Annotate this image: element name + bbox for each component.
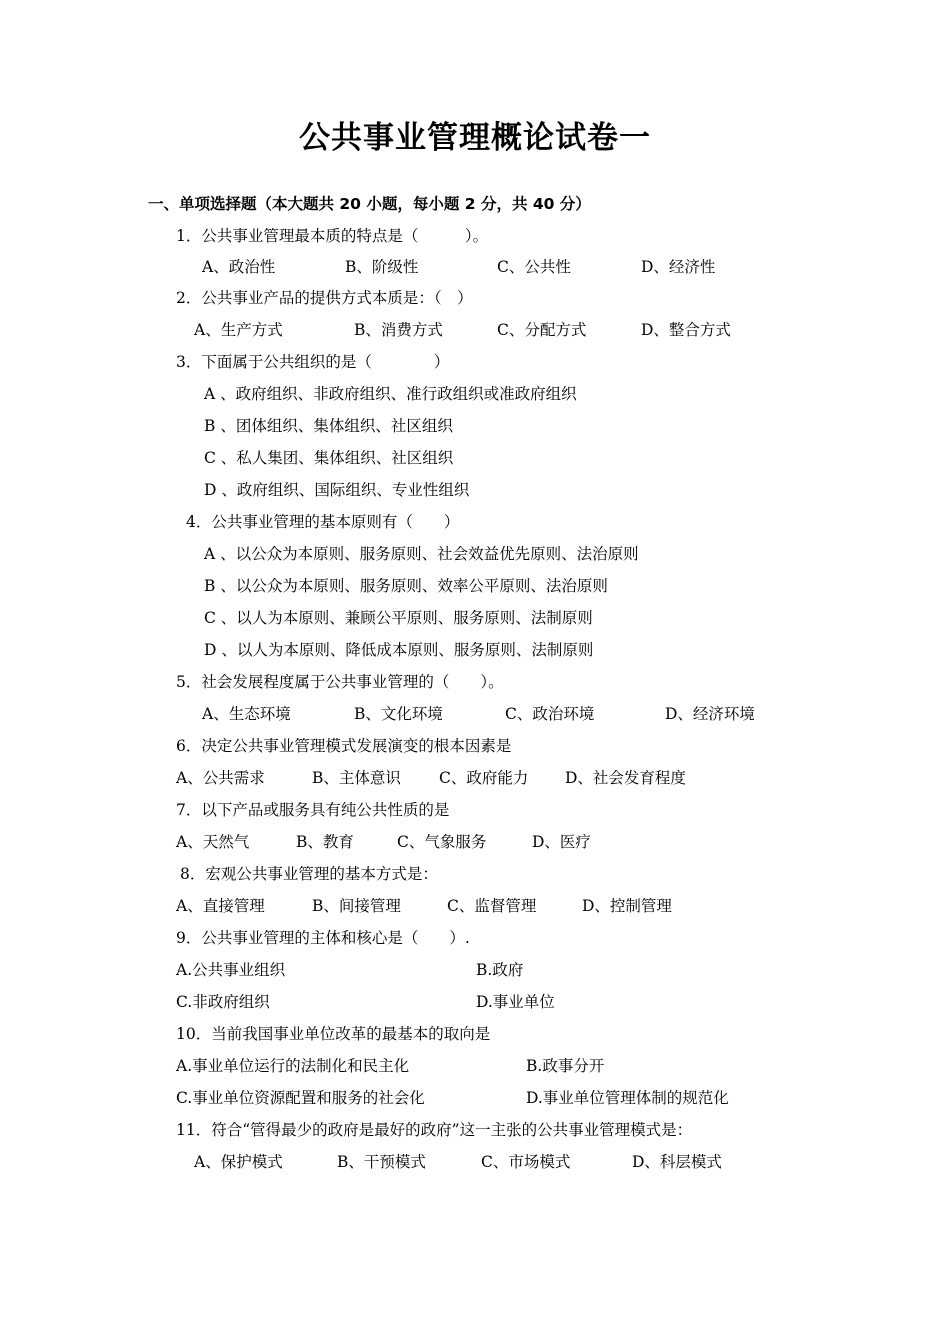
q7-option-a: A、天然气 bbox=[176, 833, 250, 851]
q10-option-c: C.事业单位资源配置和服务的社会化 bbox=[176, 1089, 425, 1107]
q9-option-b: B.政府 bbox=[476, 961, 524, 979]
q5-option-c: C、政治环境 bbox=[505, 705, 595, 723]
q7-option-d: D、医疗 bbox=[532, 833, 591, 851]
question-8: 8．宏观公共事业管理的基本方式是： bbox=[180, 865, 438, 883]
q4-option-d: D 、以人为本原则、降低成本原则、服务原则、法制原则 bbox=[204, 641, 594, 659]
question-3: 3．下面属于公共组织的是（ ） bbox=[176, 353, 450, 371]
question-6: 6．决定公共事业管理模式发展演变的根本因素是 bbox=[176, 737, 512, 755]
question-10: 10．当前我国事业单位改革的最基本的取向是 bbox=[176, 1025, 491, 1043]
q8-option-b: B、间接管理 bbox=[312, 897, 401, 915]
q11-option-a: A、保护模式 bbox=[194, 1153, 283, 1171]
q11-option-d: D、科层模式 bbox=[632, 1153, 722, 1171]
q5-option-d: D、经济环境 bbox=[665, 705, 755, 723]
q7-option-c: C、气象服务 bbox=[397, 833, 487, 851]
q10-option-b: B.政事分开 bbox=[526, 1057, 605, 1075]
q2-option-a: A、生产方式 bbox=[194, 321, 283, 339]
q9-option-a: A.公共事业组织 bbox=[176, 961, 286, 979]
q2-option-c: C、分配方式 bbox=[497, 321, 587, 339]
q6-option-a: A、公共需求 bbox=[176, 769, 265, 787]
q9-option-d: D.事业单位 bbox=[476, 993, 555, 1011]
q11-option-b: B、干预模式 bbox=[337, 1153, 426, 1171]
question-7: 7．以下产品或服务具有纯公共性质的是 bbox=[176, 801, 450, 819]
question-1: 1．公共事业管理最本质的特点是（ ）。 bbox=[176, 227, 489, 245]
q1-option-d: D、经济性 bbox=[641, 258, 716, 276]
q10-option-a: A.事业单位运行的法制化和民主化 bbox=[176, 1057, 410, 1075]
q7-option-b: B、教育 bbox=[296, 833, 354, 851]
section-heading: 一、单项选择题（本大题共 20 小题，每小题 2 分，共 40 分） bbox=[148, 195, 591, 213]
q3-option-b: B 、团体组织、集体组织、社区组织 bbox=[204, 417, 453, 435]
q10-option-d: D.事业单位管理体制的规范化 bbox=[526, 1089, 729, 1107]
question-2: 2．公共事业产品的提供方式本质是：（ ） bbox=[176, 289, 473, 307]
question-4: 4．公共事业管理的基本原则有（ ） bbox=[186, 513, 460, 531]
q5-option-a: A、生态环境 bbox=[202, 705, 291, 723]
q3-option-a: A 、政府组织、非政府组织、准行政组织或准政府组织 bbox=[204, 385, 577, 403]
q2-option-b: B、消费方式 bbox=[354, 321, 443, 339]
q6-option-b: B、主体意识 bbox=[312, 769, 401, 787]
q6-option-d: D、社会发育程度 bbox=[565, 769, 686, 787]
q8-option-a: A、直接管理 bbox=[176, 897, 265, 915]
question-11: 11．符合“管得最少的政府是最好的政府”这一主张的公共事业管理模式是： bbox=[176, 1121, 693, 1139]
q1-option-c: C、公共性 bbox=[497, 258, 571, 276]
q4-option-c: C 、以人为本原则、兼顾公平原则、服务原则、法制原则 bbox=[204, 609, 593, 627]
q2-option-d: D、整合方式 bbox=[641, 321, 731, 339]
q5-option-b: B、文化环境 bbox=[354, 705, 443, 723]
q8-option-d: D、控制管理 bbox=[582, 897, 672, 915]
q4-option-a: A 、以公众为本原则、服务原则、社会效益优先原则、法治原则 bbox=[204, 545, 639, 563]
question-5: 5．社会发展程度属于公共事业管理的（ ）。 bbox=[176, 673, 504, 691]
q3-option-c: C 、私人集团、集体组织、社区组织 bbox=[204, 449, 454, 467]
q6-option-c: C、政府能力 bbox=[439, 769, 529, 787]
q1-option-a: A、政治性 bbox=[202, 258, 276, 276]
q4-option-b: B 、以公众为本原则、服务原则、效率公平原则、法治原则 bbox=[204, 577, 608, 595]
question-9: 9．公共事业管理的主体和核心是（ ）. bbox=[176, 929, 470, 947]
q9-option-c: C.非政府组织 bbox=[176, 993, 270, 1011]
exam-title: 公共事业管理概论试卷一 bbox=[299, 120, 651, 156]
q1-option-b: B、阶级性 bbox=[345, 258, 419, 276]
q3-option-d: D 、政府组织、国际组织、专业性组织 bbox=[204, 481, 470, 499]
q11-option-c: C、市场模式 bbox=[481, 1153, 571, 1171]
q8-option-c: C、监督管理 bbox=[447, 897, 537, 915]
